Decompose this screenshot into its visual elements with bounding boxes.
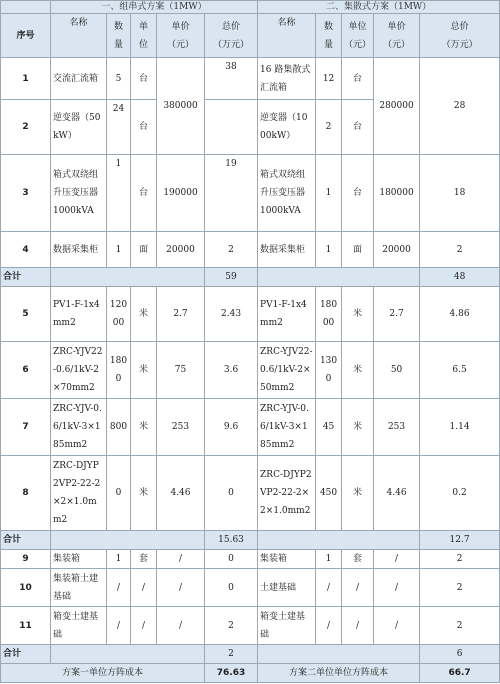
col-name-a: 名称 xyxy=(51,14,107,58)
b-total: 6.5 xyxy=(420,342,500,399)
table-row xyxy=(1,155,500,232)
b-name: 逆变器（1000kW） xyxy=(258,100,316,155)
scheme-a-title: 一、组串式方案（1MW） xyxy=(51,1,258,14)
a-name: PV1-F-1x4mm2 xyxy=(51,287,107,342)
table-row xyxy=(1,569,500,607)
a-total: 9.6 xyxy=(205,399,258,456)
col-price-a: 单价 （元） xyxy=(157,14,205,58)
a-price: / xyxy=(157,569,205,607)
b-price: 20000 xyxy=(374,232,420,268)
b-qty: 45 xyxy=(316,399,342,456)
row-seq: 7 xyxy=(1,399,51,456)
b-unit: 套 xyxy=(342,550,374,569)
final-value-a: 76.63 xyxy=(205,664,258,683)
b-qty: 12 xyxy=(316,58,342,100)
b-unit: / xyxy=(342,607,374,645)
a-name: 集装箱土建基础 xyxy=(51,569,107,607)
b-name: 土建基础 xyxy=(258,569,316,607)
b-qty: 450 xyxy=(316,456,342,531)
subtotal-b: 48 xyxy=(420,268,500,287)
row-seq: 3 xyxy=(1,155,51,232)
col-qty-b: 数 量 xyxy=(316,14,342,58)
a-name: ZRC-YJV22-0.6/1kV-2×70mm2 xyxy=(51,342,107,399)
a-total: 3.6 xyxy=(205,342,258,399)
row-seq: 4 xyxy=(1,232,51,268)
header-blank xyxy=(1,1,51,14)
a-total: 19 xyxy=(205,155,258,232)
table-row xyxy=(1,399,500,456)
a-price: 20000 xyxy=(157,232,205,268)
b-total: 0.2 xyxy=(420,456,500,531)
a-price: 2.7 xyxy=(157,287,205,342)
row-seq: 6 xyxy=(1,342,51,399)
subtotal-row xyxy=(1,531,500,550)
subtotal-label: 合计 xyxy=(1,531,51,550)
b-unit: 台 xyxy=(342,100,374,155)
subtotal-a: 15.63 xyxy=(205,531,258,550)
a-price: 190000 xyxy=(157,155,205,232)
b-qty: 1 xyxy=(316,550,342,569)
final-label-b: 方案二单位单位方阵成本 xyxy=(258,664,420,683)
b-total: 2 xyxy=(420,607,500,645)
a-price: / xyxy=(157,550,205,569)
header-row-columns xyxy=(1,14,500,58)
a-unit: 台 xyxy=(131,58,157,100)
a-qty: 1 xyxy=(107,155,131,232)
b-price-merged: 280000 xyxy=(374,58,420,155)
b-unit: 台 xyxy=(342,58,374,100)
a-price-merged: 380000 xyxy=(157,58,205,155)
b-price: 2.7 xyxy=(374,287,420,342)
b-unit: 米 xyxy=(342,287,374,342)
b-qty: 1 xyxy=(316,232,342,268)
b-qty: / xyxy=(316,569,342,607)
a-unit: 套 xyxy=(131,550,157,569)
subtotal-a: 2 xyxy=(205,645,258,664)
a-qty: 12000 xyxy=(107,287,131,342)
b-price: / xyxy=(374,550,420,569)
b-name: 数据采集柜 xyxy=(258,232,316,268)
a-price: 4.46 xyxy=(157,456,205,531)
b-price: 50 xyxy=(374,342,420,399)
a-unit: 台 xyxy=(131,100,157,155)
b-price: 180000 xyxy=(374,155,420,232)
b-qty: 2 xyxy=(316,100,342,155)
row-seq: 11 xyxy=(1,607,51,645)
b-qty: 18000 xyxy=(316,287,342,342)
subtotal-label: 合计 xyxy=(1,645,51,664)
a-qty: / xyxy=(107,607,131,645)
b-unit: / xyxy=(342,569,374,607)
b-name: 箱变土建基础 xyxy=(258,607,316,645)
a-qty: 24 xyxy=(107,100,131,155)
a-name: 交流汇流箱 xyxy=(51,58,107,100)
b-unit: 面 xyxy=(342,232,374,268)
a-price: / xyxy=(157,607,205,645)
header-row-title xyxy=(1,1,500,14)
b-total: 2 xyxy=(420,550,500,569)
col-seq: 序号 xyxy=(1,14,51,58)
a-total: 2 xyxy=(205,607,258,645)
b-total: 2 xyxy=(420,232,500,268)
col-name-b: 名称 xyxy=(258,14,316,58)
a-total: 38 xyxy=(205,58,258,100)
col-total-a: 总价 （万元） xyxy=(205,14,258,58)
row-seq: 1 xyxy=(1,58,51,100)
table-row xyxy=(1,287,500,342)
b-qty: 1300 xyxy=(316,342,342,399)
a-qty: 5 xyxy=(107,58,131,100)
a-total: 0 xyxy=(205,569,258,607)
a-name: 逆变器（50kW） xyxy=(51,100,107,155)
b-total-merged: 28 xyxy=(420,58,500,155)
b-unit: 台 xyxy=(342,155,374,232)
b-name: 集装箱 xyxy=(258,550,316,569)
row-seq: 8 xyxy=(1,456,51,531)
subtotal-row xyxy=(1,645,500,664)
a-unit: 米 xyxy=(131,342,157,399)
row-seq: 5 xyxy=(1,287,51,342)
final-cost-row xyxy=(1,664,500,683)
b-name: ZRC-DJYP2VP2-22-2×2×1.0mm2 xyxy=(258,456,316,531)
a-total: 0 xyxy=(205,550,258,569)
a-unit: 面 xyxy=(131,232,157,268)
subtotal-b: 12.7 xyxy=(420,531,500,550)
a-name: 箱变土建基础 xyxy=(51,607,107,645)
a-name: ZRC-DJYP2VP2-22-2×2×1.0mm2 xyxy=(51,456,107,531)
row-seq: 2 xyxy=(1,100,51,155)
b-unit: 米 xyxy=(342,342,374,399)
b-name: PV1-F-1x4mm2 xyxy=(258,287,316,342)
col-unit-b: 单位 （元） xyxy=(342,14,374,58)
col-price-b: 单价 （元） xyxy=(374,14,420,58)
a-name: 集装箱 xyxy=(51,550,107,569)
a-name: ZRC-YJV-0.6/1kV-3×185mm2 xyxy=(51,399,107,456)
a-total: 2.43 xyxy=(205,287,258,342)
a-qty: 1800 xyxy=(107,342,131,399)
b-name: ZRC-YJV22-0.6/1kV-2×50mm2 xyxy=(258,342,316,399)
table-row xyxy=(1,456,500,531)
b-name: 16 路集散式汇流箱 xyxy=(258,58,316,100)
b-name: 箱式双绕组升压变压器 1000kVA xyxy=(258,155,316,232)
a-unit: 米 xyxy=(131,287,157,342)
b-price: / xyxy=(374,607,420,645)
table-row xyxy=(1,232,500,268)
b-price: / xyxy=(374,569,420,607)
final-label-a: 方案一单位方阵成本 xyxy=(1,664,205,683)
b-unit: 米 xyxy=(342,456,374,531)
a-unit: 米 xyxy=(131,399,157,456)
b-price: 4.46 xyxy=(374,456,420,531)
final-value-b: 66.7 xyxy=(420,664,500,683)
table-row xyxy=(1,58,500,100)
a-qty: 1 xyxy=(107,550,131,569)
a-qty: / xyxy=(107,569,131,607)
a-unit: / xyxy=(131,607,157,645)
row-seq: 9 xyxy=(1,550,51,569)
table-row xyxy=(1,550,500,569)
b-qty: / xyxy=(316,607,342,645)
col-total-b: 总价 （万元） xyxy=(420,14,500,58)
a-price: 75 xyxy=(157,342,205,399)
b-name: ZRC-YJV-0.6/1kV-3×185mm2 xyxy=(258,399,316,456)
row-seq: 10 xyxy=(1,569,51,607)
b-total: 4.86 xyxy=(420,287,500,342)
col-qty-a: 数 量 xyxy=(107,14,131,58)
subtotal-b: 6 xyxy=(420,645,500,664)
a-qty: 800 xyxy=(107,399,131,456)
b-total: 2 xyxy=(420,569,500,607)
b-unit: 米 xyxy=(342,399,374,456)
col-unit-a: 单 位 xyxy=(131,14,157,58)
subtotal-row xyxy=(1,268,500,287)
a-price: 253 xyxy=(157,399,205,456)
a-unit: 米 xyxy=(131,456,157,531)
a-total: 0 xyxy=(205,456,258,531)
subtotal-a: 59 xyxy=(205,268,258,287)
subtotal-label: 合计 xyxy=(1,268,51,287)
a-name: 箱式双绕组升压变压器 1000kVA xyxy=(51,155,107,232)
a-name: 数据采集柜 xyxy=(51,232,107,268)
a-qty: 1 xyxy=(107,232,131,268)
a-total: 2 xyxy=(205,232,258,268)
b-total: 18 xyxy=(420,155,500,232)
scheme-b-title: 二、集散式方案（1MW） xyxy=(258,1,500,14)
a-total-empty xyxy=(205,100,258,155)
a-unit: 台 xyxy=(131,155,157,232)
b-total: 1.14 xyxy=(420,399,500,456)
table-row xyxy=(1,607,500,645)
b-price: 253 xyxy=(374,399,420,456)
b-qty: 1 xyxy=(316,155,342,232)
table-row xyxy=(1,342,500,399)
a-unit: / xyxy=(131,569,157,607)
a-qty: 0 xyxy=(107,456,131,531)
